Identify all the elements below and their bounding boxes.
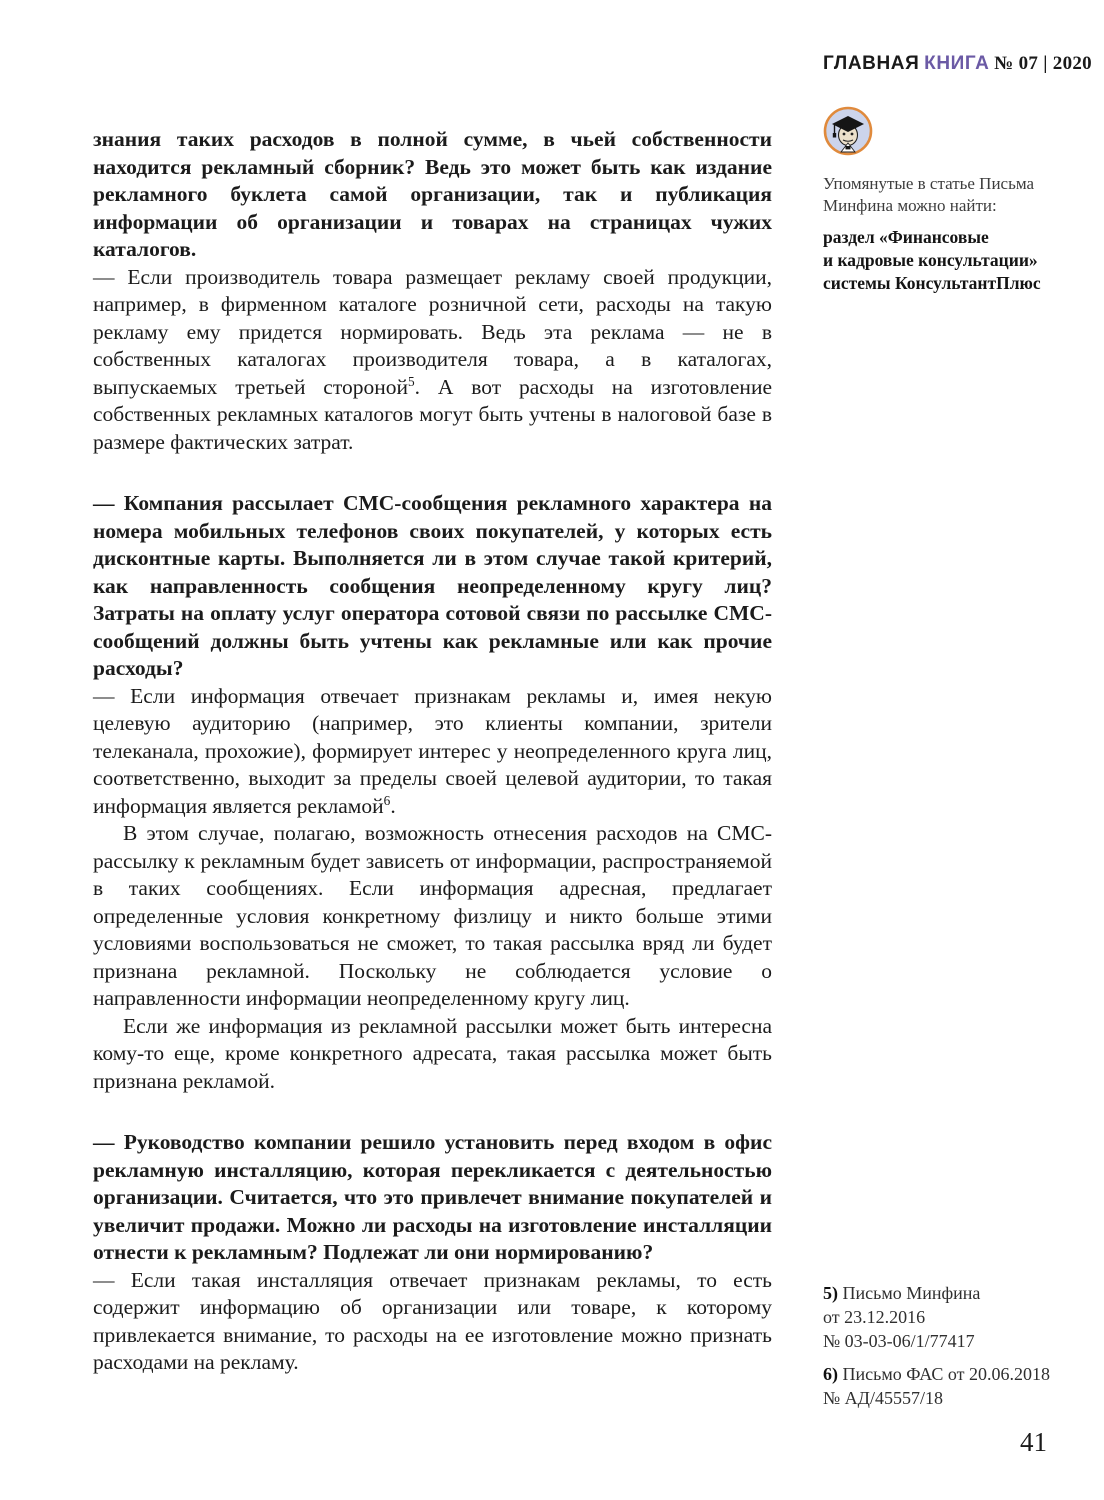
footnote-marker: 5) — [823, 1283, 838, 1303]
footnote-ref-5: 5 — [407, 373, 415, 389]
footnote-ref-6: 6 — [383, 792, 391, 808]
note-bold-line: раздел «Финансовые — [823, 227, 989, 247]
sidebar-note-bold — [823, 226, 1047, 295]
magazine-title-accent: КНИГА — [924, 53, 990, 74]
answer-paragraph-interest: Если же информация из рекламной рассылки может быть интересна кому-то еще, кроме конкретного адресата, такая рассылка может быть признана рекламой. — [93, 1013, 772, 1093]
page-number: 41 — [1020, 1427, 1047, 1457]
footnote-5 — [823, 1281, 1055, 1353]
magazine-title-black: ГЛАВНАЯ — [823, 53, 920, 74]
sidebar-note — [823, 106, 1047, 295]
footnote-line: № 03-03-06/1/77417 — [823, 1331, 975, 1351]
note-intro-line: Минфина можно найти: — [823, 196, 997, 215]
answer-paragraph-opinion: В этом случае, полагаю, возможность отнесения расходов на СМС-рассылку к рекламным будет зависеть от информации, распространяемой в таких сообщениях. Если информация адресная, предлагает определенные условия конкретному физлицу и никто больше этими условиями воспользоваться не сможет, то такая рассылка вряд ли будет признана рекламной. Поскольку не соблюдается условие о направленности информации неопределенному кругу лиц. — [93, 821, 772, 1010]
answer-paragraph-installation: — Если такая инсталляция отвечает признакам рекламы, то есть содержит информацию об организации или товаре, к которому привлекается внимание, то расходы на ее изготовление можно признать расходами на рекламу. — [93, 1267, 772, 1374]
footnote-line: от 23.12.2016 — [823, 1307, 926, 1327]
paragraph-text-run: — Если производитель товара размещает рекламу своей продукции, например, в фирменном каталоге розничной сети, расходы на такую рекламу ему придется нормировать. Ведь эта реклама — не в собственных каталогах производителя товара, а в каталогах, выпускаемых третьей стороной — [93, 264, 772, 399]
paragraph-text-run: . А вот расходы на изготовление собственных рекламных каталогов могут быть учтены в налоговой базе в размере фактических затрат. — [93, 374, 772, 454]
footnote-line — [823, 1362, 1055, 1386]
footnote-text: Письмо Минфина — [842, 1283, 981, 1303]
question-paragraph-sms: — Компания рассылает СМС-сообщения рекламного характера на номера мобильных телефонов своих покупателей, у которых есть дисконтные карты. Выполняется ли в этом случае такой критерий, как направленность сообщения неопределенному кругу лиц? Затраты на оплату услуг оператора сотовой связи по рассылке СМС-сообщений должны быть учтены как рекламные или как прочие расходы? — [93, 491, 772, 680]
professor-avatar-icon — [823, 106, 873, 156]
note-intro-line: Упомянутые в статье Письма — [823, 174, 1035, 193]
note-bold-line: системы КонсультантПлюс — [823, 273, 1041, 293]
answer-paragraph-sms — [93, 683, 772, 821]
footnote-6 — [823, 1362, 1055, 1410]
footnotes — [823, 1281, 1055, 1410]
magazine-issue: № 07 | 2020 — [994, 53, 1092, 74]
note-bold-line: и кадровые консультации» — [823, 250, 1038, 270]
question-continuation-paragraph: знания таких расходов в полной сумме, в чьей собственности находится рекламный сборник? Ведь это может быть как издание рекламного буклета самой организации, так и публикация информации об организации и товарах на страницах чужих каталогов. — [93, 127, 772, 261]
answer-paragraph-catalogs — [93, 264, 772, 457]
article-column — [93, 126, 772, 1377]
footnote-line — [823, 1281, 1055, 1305]
footnote-line: № АД/45557/18 — [823, 1388, 943, 1408]
question-paragraph-installation: — Руководство компании решило установить перед входом в офис рекламную инсталляцию, которая перекликается с деятельностью организации. Считается, что это привлечет внимание покупателей и увеличит продажи. Можно ли расходы на изготовление инсталляции отнести к рекламным? Подлежат ли они нормированию? — [93, 1130, 772, 1264]
sidebar-note-intro — [823, 173, 1047, 217]
paragraph-text-run: — Если информация отвечает признакам рекламы и, имея некую целевую аудиторию (например, это клиенты компании, зрители телеканала, прохожие), формирует интерес у неопределенного круга лиц, соответственно, выходит за пределы своей целевой аудитории, то такая информация является рекламой — [93, 683, 772, 818]
footnote-marker: 6) — [823, 1364, 838, 1384]
magazine-header — [823, 53, 1092, 75]
paragraph-text-run: . — [390, 793, 396, 818]
footnote-text: Письмо ФАС от 20.06.2018 — [842, 1364, 1051, 1384]
